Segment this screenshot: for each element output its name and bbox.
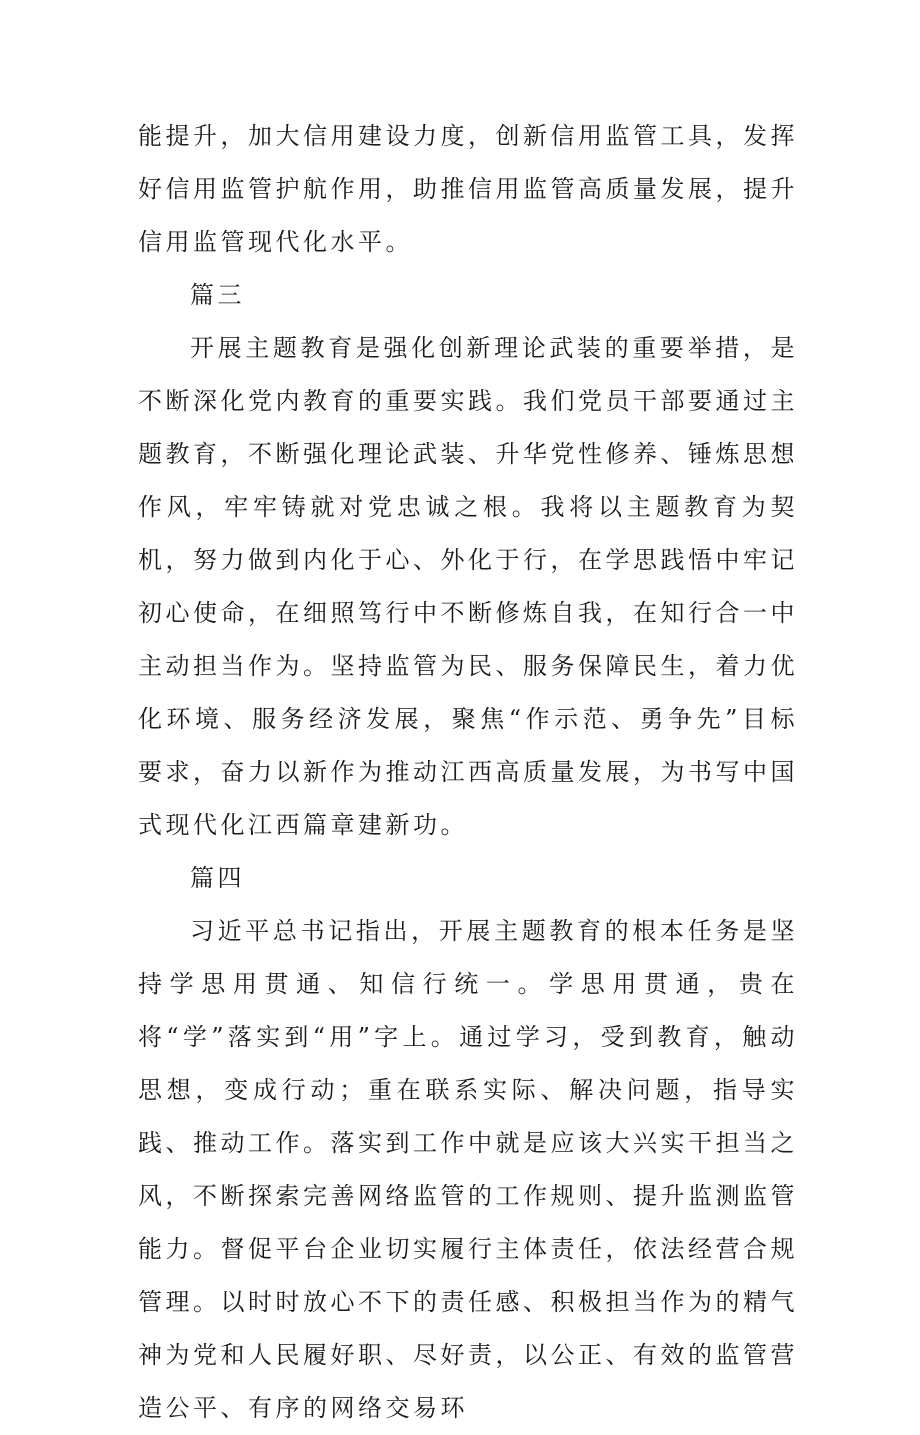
section-heading-3: 篇三 — [190, 281, 245, 309]
paragraph-section-3: 开展主题教育是强化创新理论武装的重要举措，是不断深化党内教育的重要实践。我们党员干部要通过主题教育，不断强化理论武装、升华党性修养、锤炼思想作风，牢牢铸就对党忠诚之根。我将以主题教育为契机，努力做到内化于心、外化于行，在学思践悟中牢记初心使命，在细照笃行中不断修炼自我，在知行合一中主动担当作为。坚持监管为民、服务保障民生，着力优化环境、服务经济发展，聚焦“作示范、勇争先”目标要求，奋力以新作为推动江西高质量发展，为书写中国式现代化江西篇章建新功。 — [138, 334, 798, 839]
section-heading-4: 篇四 — [190, 864, 245, 892]
paragraph-section-4: 习近平总书记指出，开展主题教育的根本任务是坚持学思用贯通、知信行统一。学思用贯通，贵在将“学”落实到“用”字上。通过学习，受到教育，触动思想，变成行动；重在联系实际、解决问题，指导实践、推动工作。落实到工作中就是应该大兴实干担当之风，不断探索完善网络监管的工作规则、提升监测监管能力。督促平台企业切实履行主体责任，依法经营合规管理。以时时放心不下的责任感、积极担当作为的精气神为党和人民履好职、尽好责，以公正、有效的监管营造公平、有序的网络交易环 — [138, 917, 798, 1422]
paragraph-continued: 能提升，加大信用建设力度，创新信用监管工具，发挥好信用监管护航作用，助推信用监管高质量发展，提升信用监管现代化水平。 — [138, 122, 798, 256]
document-body — [138, 110, 798, 1435]
